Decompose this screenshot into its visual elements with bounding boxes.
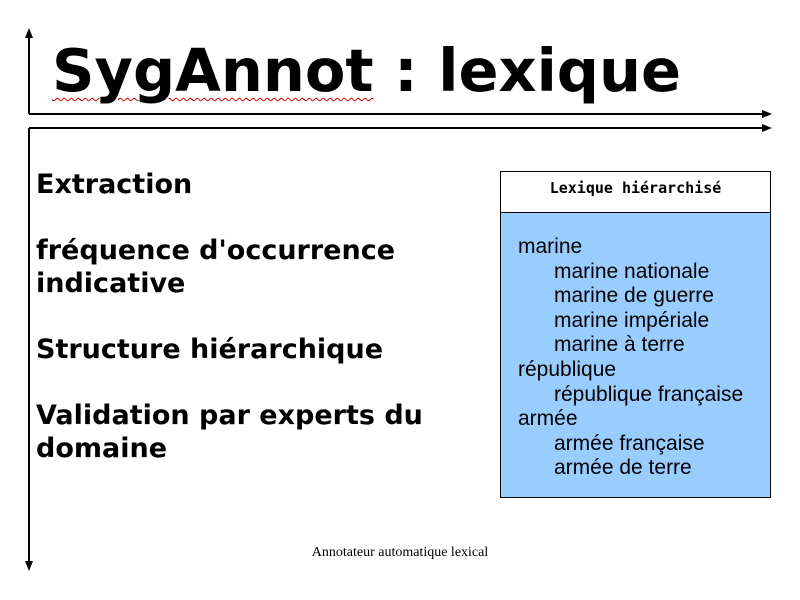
slide-footer: Annotateur automatique lexical <box>311 545 489 560</box>
lexicon-subterm: marine à terre <box>554 333 685 357</box>
lexicon-subterm: armée de terre <box>554 456 692 480</box>
title-word-lexique: : lexique <box>373 36 682 105</box>
lexicon-subterm: armée française <box>554 431 705 455</box>
arrowhead-up <box>25 28 33 38</box>
arrowhead-right-lower <box>762 124 772 132</box>
arrowhead-right-upper <box>762 110 772 118</box>
bullet-extraction: Extraction <box>36 169 193 200</box>
lexicon-subterm: république française <box>554 382 744 406</box>
title-word-syg-annot: SygAnnot <box>52 36 374 105</box>
lexicon-subterm: marine de guerre <box>554 284 714 308</box>
lexicon-term: armée <box>518 407 578 431</box>
lexicon-subterm: marine nationale <box>554 259 710 283</box>
slide-title <box>52 36 681 106</box>
bullet-structure: Structure hiérarchique <box>36 334 384 365</box>
bullet-frequence: fréquence d'occurrence indicative <box>36 235 396 299</box>
bullet-validation: Validation par experts du domaine <box>36 400 423 464</box>
lexicon-term: république <box>518 357 617 381</box>
lexicon-subterm: marine impériale <box>554 308 710 332</box>
lexicon-term: marine <box>518 235 583 258</box>
lexicon-header: Lexique hiérarchisé <box>501 172 770 213</box>
bullet-list <box>36 168 476 498</box>
lexicon-list <box>501 213 770 481</box>
lexicon-box <box>500 171 771 498</box>
arrowhead-down <box>25 561 33 571</box>
